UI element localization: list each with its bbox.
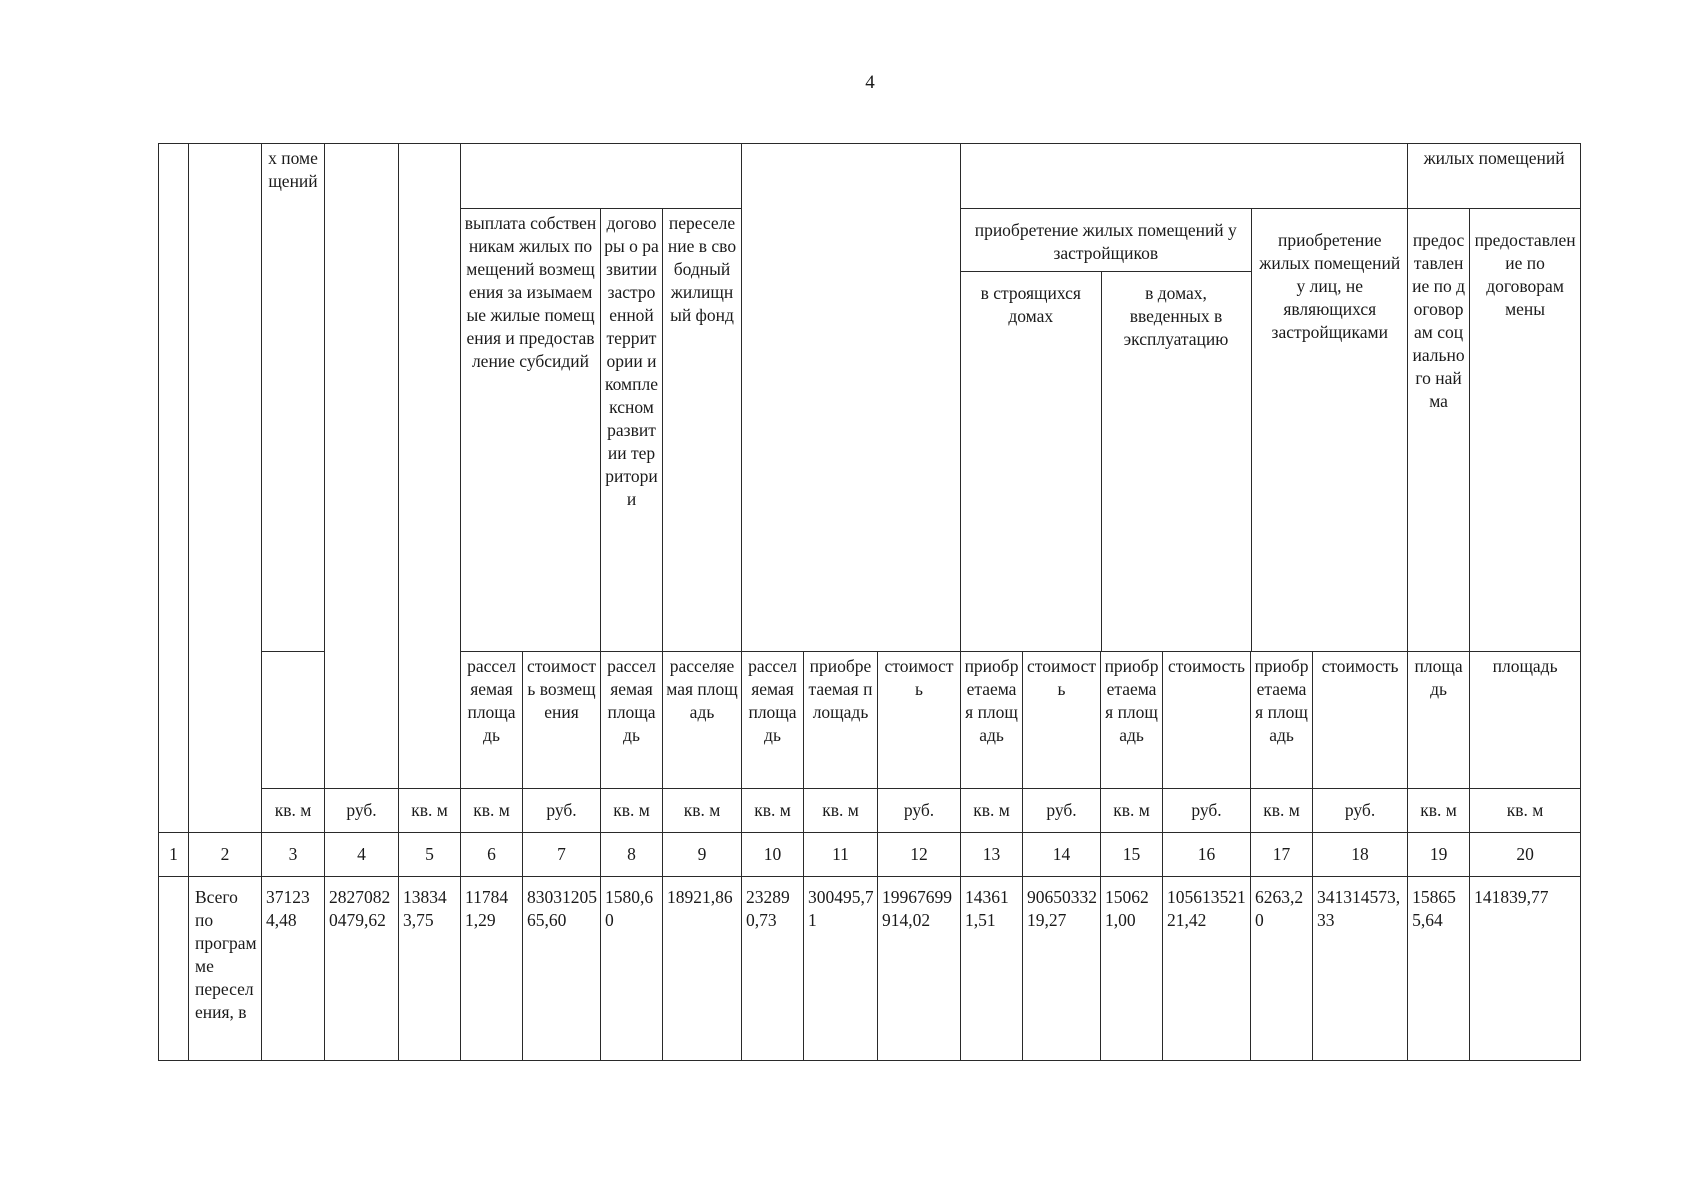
- subheader-col3: [262, 652, 325, 789]
- unit-col15: кв. м: [1101, 789, 1163, 833]
- total-value-col7: 8303120565,60: [523, 877, 601, 1061]
- subheader-col20: площадь: [1470, 652, 1581, 789]
- colnum-4: 4: [325, 833, 399, 877]
- header-exchange-agreements: предоставление по договорам мены: [1470, 209, 1581, 652]
- unit-col18: руб.: [1313, 789, 1408, 833]
- colnum-18: 18: [1313, 833, 1408, 877]
- colnum-1: 1: [159, 833, 189, 877]
- colnum-5: 5: [399, 833, 461, 877]
- subheader-col15: приобретаемая площадь: [1101, 652, 1163, 789]
- subheader-col10: расселяемая площадь: [742, 652, 804, 789]
- total-value-col16: 10561352121,42: [1163, 877, 1251, 1061]
- colnum-15: 15: [1101, 833, 1163, 877]
- colnum-14: 14: [1023, 833, 1101, 877]
- colnum-9: 9: [663, 833, 742, 877]
- total-value-col17: 6263,20: [1251, 877, 1313, 1061]
- header-free-housing-fund: переселение в свободный жилищный фонд: [663, 209, 742, 652]
- total-value-col5: 138343,75: [399, 877, 461, 1061]
- header-cell-col6-9-group: [461, 144, 742, 209]
- total-value-col9: 18921,86: [663, 877, 742, 1061]
- colnum-12: 12: [878, 833, 961, 877]
- subheader-col19: площадь: [1408, 652, 1470, 789]
- table-row-total: [159, 877, 1581, 1061]
- colnum-8: 8: [601, 833, 663, 877]
- total-row-label: Всего по программе переселения, в: [189, 877, 262, 1061]
- subheader-col17: приобретаемая площадь: [1251, 652, 1313, 789]
- subheader-col6: расселяемая площадь: [461, 652, 523, 789]
- unit-col7: руб.: [523, 789, 601, 833]
- total-value-col4: 28270820479,62: [325, 877, 399, 1061]
- unit-col3: кв. м: [262, 789, 325, 833]
- total-value-col20: 141839,77: [1470, 877, 1581, 1061]
- unit-col14: руб.: [1023, 789, 1101, 833]
- header-acquisition-block: [961, 209, 1408, 652]
- total-value-col11: 300495,71: [804, 877, 878, 1061]
- header-commissioned-houses: в домах, введенных в эксплуатацию: [1101, 271, 1251, 651]
- unit-col6: кв. м: [461, 789, 523, 833]
- colnum-6: 6: [461, 833, 523, 877]
- colnum-10: 10: [742, 833, 804, 877]
- header-cell-col5: [399, 144, 461, 789]
- colnum-2: 2: [189, 833, 262, 877]
- colnum-11: 11: [804, 833, 878, 877]
- header-under-construction: в строящихся домах: [961, 271, 1101, 651]
- unit-col20: кв. м: [1470, 789, 1581, 833]
- colnum-20: 20: [1470, 833, 1581, 877]
- unit-col4: руб.: [325, 789, 399, 833]
- page-number: 4: [865, 72, 875, 93]
- colnum-16: 16: [1163, 833, 1251, 877]
- acquisition-nested: [961, 209, 1408, 651]
- unit-col16: руб.: [1163, 789, 1251, 833]
- colnum-13: 13: [961, 833, 1023, 877]
- total-value-col12: 19967699914,02: [878, 877, 961, 1061]
- total-value-col6: 117841,29: [461, 877, 523, 1061]
- header-cell-col2: [189, 144, 262, 833]
- unit-col13: кв. м: [961, 789, 1023, 833]
- subheader-col12: стоимость: [878, 652, 961, 789]
- total-value-col13: 143611,51: [961, 877, 1023, 1061]
- subheader-col16: стоимость: [1163, 652, 1251, 789]
- total-row-number: [159, 877, 189, 1061]
- resettlement-table: [158, 143, 1581, 1061]
- colnum-17: 17: [1251, 833, 1313, 877]
- header-acquisition-non-developers: приобретение жилых помещений у лиц, не являющихся застройщиками: [1259, 230, 1401, 342]
- unit-col11: кв. м: [804, 789, 878, 833]
- header-cell-col13-18-group: [961, 144, 1408, 209]
- header-compensation-payment: выплата собственникам жилых помещений возмещения за изымаемые жилые помещения и предоставление субсидий: [461, 209, 601, 652]
- subheader-col9: расселяемая площадь: [663, 652, 742, 789]
- subheader-col7: стоимость возмещения: [523, 652, 601, 789]
- subheader-col13: приобретаемая площадь: [961, 652, 1023, 789]
- subheader-col8: расселяемая площадь: [601, 652, 663, 789]
- total-value-col14: 9065033219,27: [1023, 877, 1101, 1061]
- total-value-col18: 341314573,33: [1313, 877, 1408, 1061]
- unit-col19: кв. м: [1408, 789, 1470, 833]
- unit-col5: кв. м: [399, 789, 461, 833]
- unit-col17: кв. м: [1251, 789, 1313, 833]
- header-territory-development: договоры о развитии застроенной территории и комплексном развитии территории: [601, 209, 663, 652]
- header-cell-col3: х помещений: [262, 144, 325, 652]
- header-cell-col19-20-group: жилых помещений: [1408, 144, 1581, 209]
- total-value-col19: 158655,64: [1408, 877, 1470, 1061]
- header-cell-col1: [159, 144, 189, 833]
- header-social-rent: предоставление по договорам социального найма: [1408, 209, 1470, 652]
- colnum-7: 7: [523, 833, 601, 877]
- total-value-col8: 1580,60: [601, 877, 663, 1061]
- unit-col8: кв. м: [601, 789, 663, 833]
- total-value-col15: 150621,00: [1101, 877, 1163, 1061]
- header-acquisition-developers: приобретение жилых помещений у застройщиков: [961, 209, 1251, 271]
- unit-col10: кв. м: [742, 789, 804, 833]
- subheader-col11: приобретаемая площадь: [804, 652, 878, 789]
- subheader-col14: стоимость: [1023, 652, 1101, 789]
- header-cell-col4: [325, 144, 399, 789]
- total-value-col10: 232890,73: [742, 877, 804, 1061]
- unit-col9: кв. м: [663, 789, 742, 833]
- subheader-col18: стоимость: [1313, 652, 1408, 789]
- header-cell-col10-12: [742, 144, 961, 652]
- unit-col12: руб.: [878, 789, 961, 833]
- colnum-19: 19: [1408, 833, 1470, 877]
- colnum-3: 3: [262, 833, 325, 877]
- total-value-col3: 371234,48: [262, 877, 325, 1061]
